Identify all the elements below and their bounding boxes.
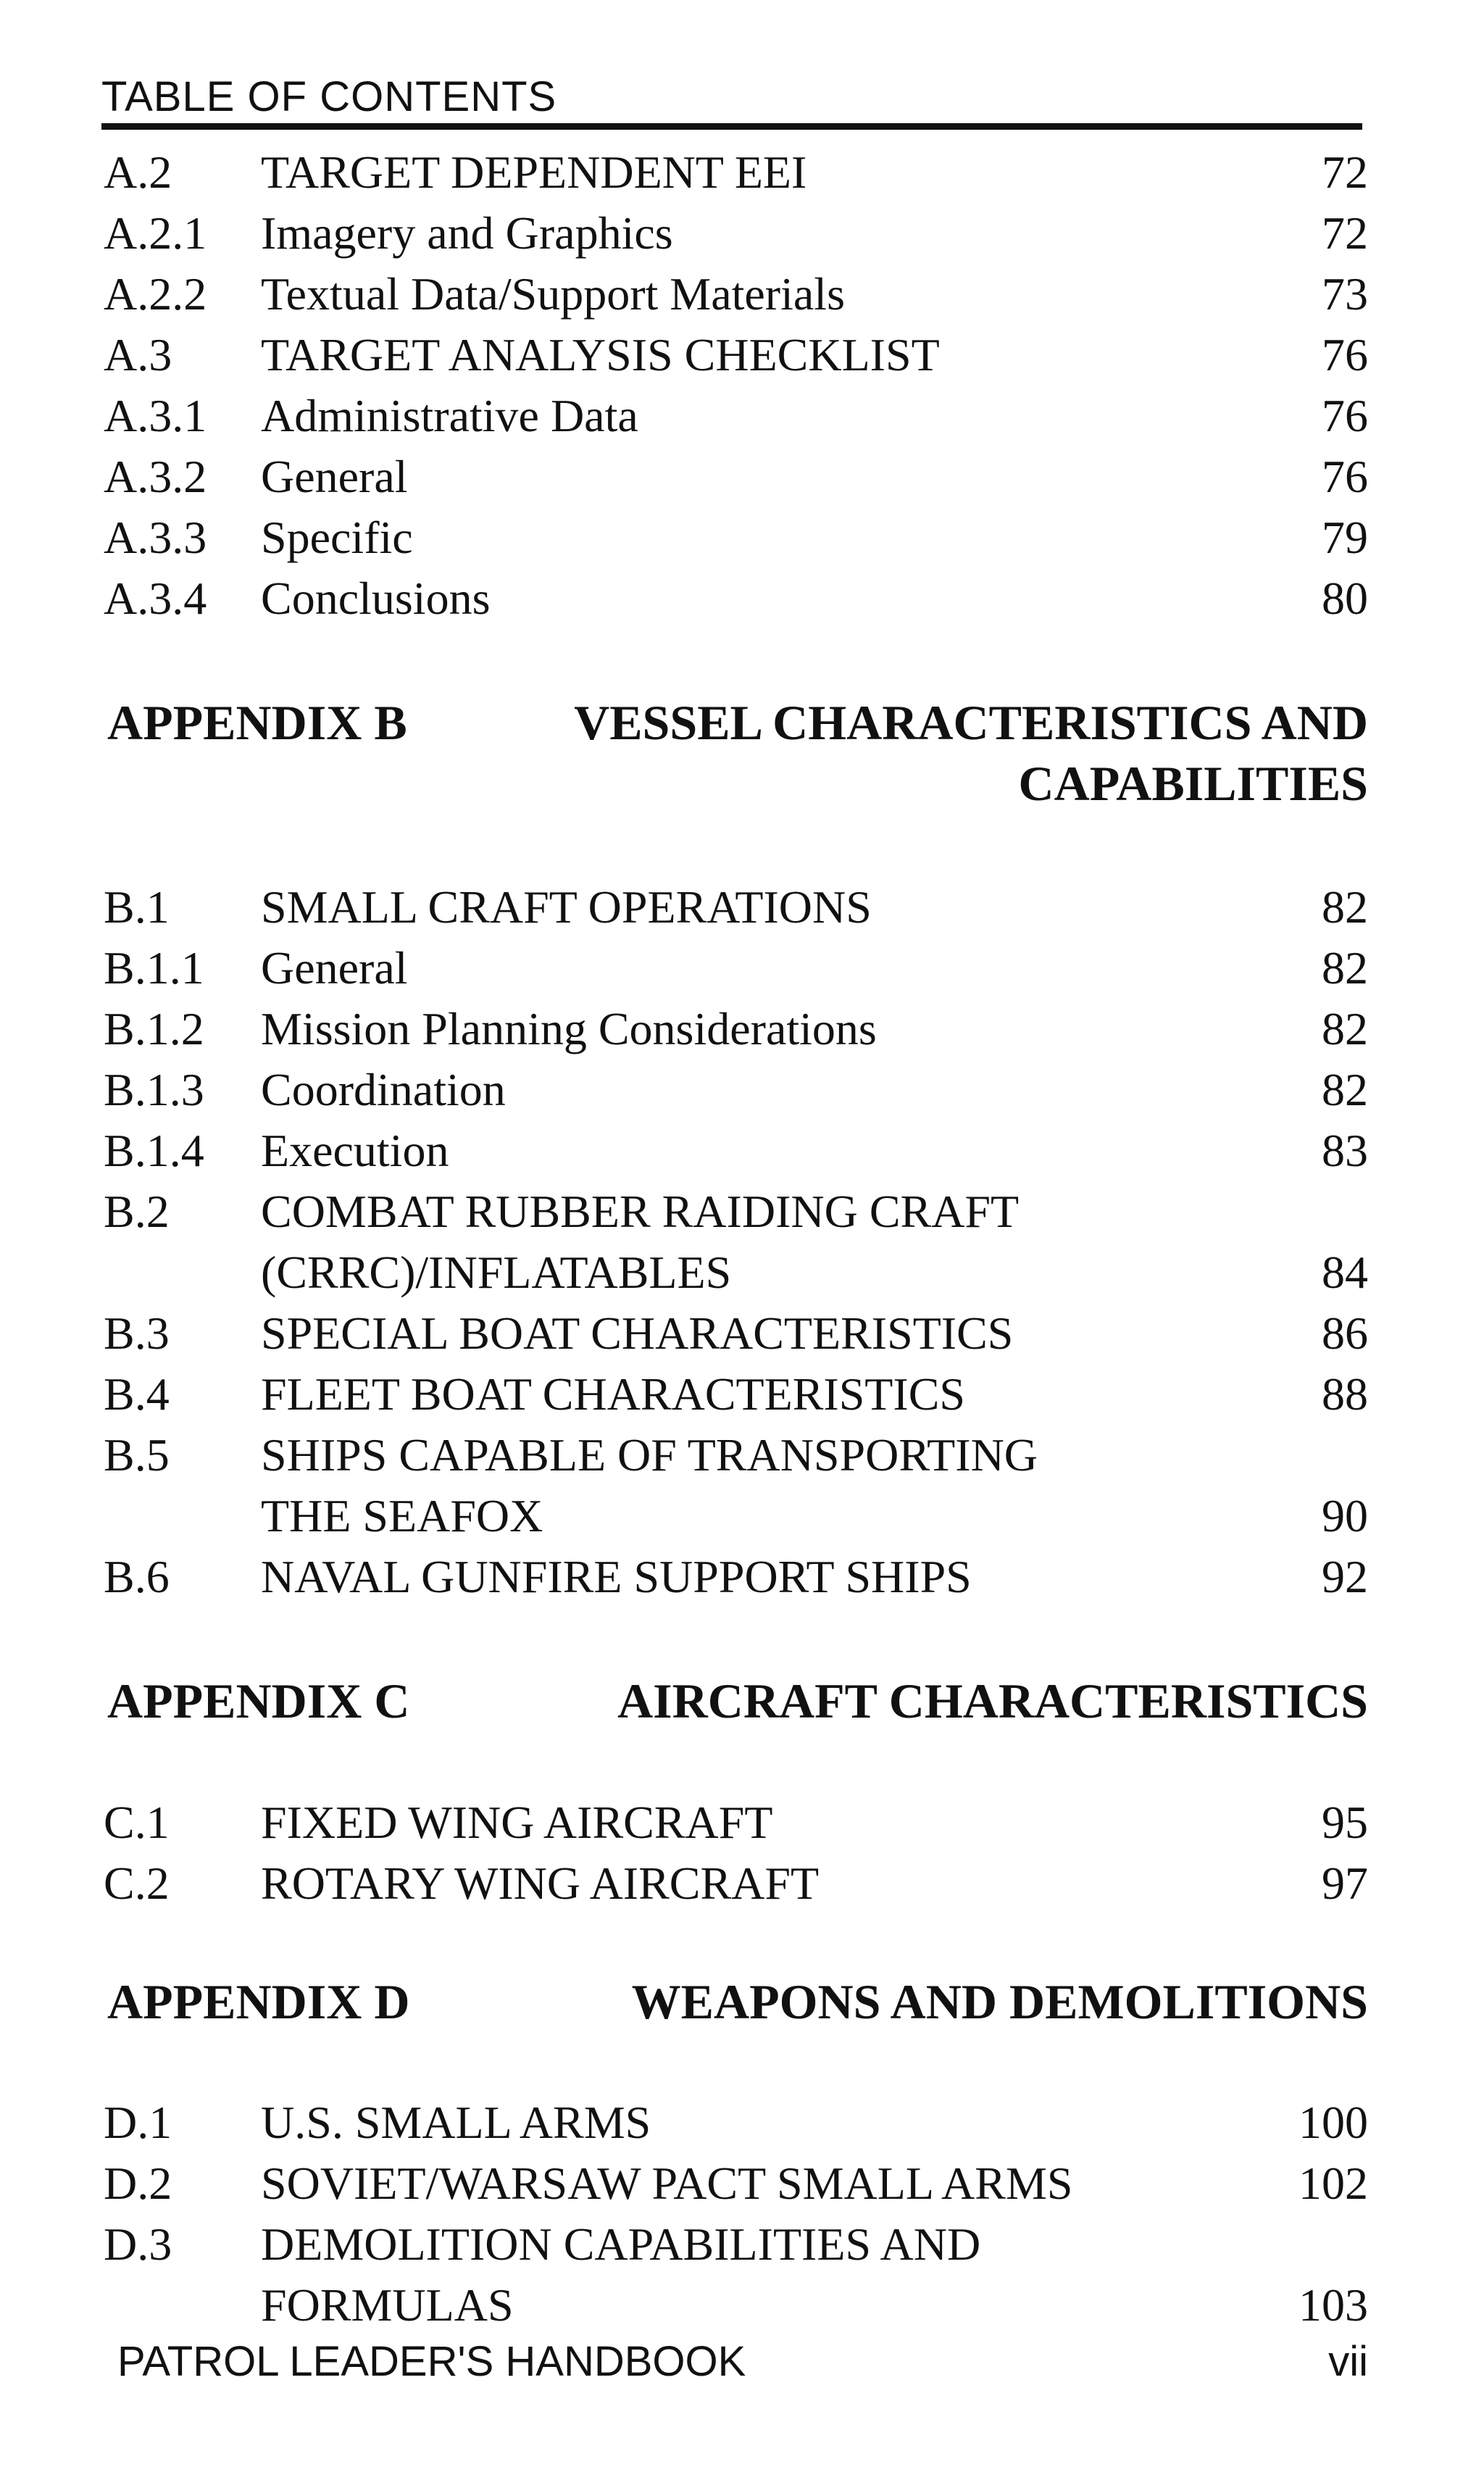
entry-page: 82: [1322, 1064, 1368, 1115]
entry-number: B.5: [104, 1429, 170, 1481]
entry-number: B.6: [104, 1551, 170, 1602]
entry-page: 80: [1322, 573, 1368, 624]
entry-number: A.3.3: [104, 512, 207, 563]
appendix-title: AIRCRAFT CHARACTERISTICS: [617, 1673, 1368, 1728]
toc-entry: [0, 938, 1484, 999]
footer-title: PATROL LEADER'S HANDBOOK: [117, 2338, 746, 2385]
toc-entry: [0, 2214, 1484, 2275]
entry-title: Coordination: [261, 1064, 506, 1115]
toc-entry-continuation: [0, 2275, 1484, 2336]
entry-page: 82: [1322, 881, 1368, 933]
entry-page: 76: [1322, 451, 1368, 502]
entry-number: B.1.1: [104, 942, 204, 994]
entry-title: SPECIAL BOAT CHARACTERISTICS: [261, 1307, 1014, 1359]
toc-entry-continuation: [0, 1242, 1484, 1303]
entry-title: FORMULAS: [261, 2279, 514, 2331]
entry-title: Imagery and Graphics: [261, 207, 673, 259]
entry-number: B.1.3: [104, 1064, 204, 1115]
toc-entry: [0, 446, 1484, 507]
toc-entry: [0, 2092, 1484, 2153]
toc-entry: [0, 2153, 1484, 2214]
entry-title: (CRRC)/INFLATABLES: [261, 1247, 732, 1298]
entry-title: U.S. SMALL ARMS: [261, 2097, 651, 2148]
entry-number: B.1.4: [104, 1125, 204, 1176]
entry-title: SHIPS CAPABLE OF TRANSPORTING: [261, 1429, 1038, 1481]
footer-page-number: vii: [1328, 2338, 1368, 2385]
entry-number: D.3: [104, 2218, 172, 2270]
entry-page: 76: [1322, 329, 1368, 380]
toc-entry: [0, 999, 1484, 1060]
entry-title: Textual Data/Support Materials: [261, 268, 845, 320]
entry-number: B.4: [104, 1368, 170, 1420]
entry-number: A.3.1: [104, 390, 207, 441]
entry-title: NAVAL GUNFIRE SUPPORT SHIPS: [261, 1551, 972, 1602]
appendix-label: APPENDIX D: [107, 1974, 410, 2029]
entry-title: General: [261, 942, 408, 994]
appendix-title: VESSEL CHARACTERISTICS AND CAPABILITIES: [574, 695, 1368, 811]
toc-entry: [0, 1120, 1484, 1181]
toc-entry: [0, 264, 1484, 325]
entry-page: 88: [1322, 1368, 1368, 1420]
entry-number: A.2.1: [104, 207, 207, 259]
entry-page: 72: [1322, 146, 1368, 198]
toc-entry-continuation: [0, 1486, 1484, 1547]
entry-page: 76: [1322, 390, 1368, 441]
entry-number: A.3.4: [104, 573, 207, 624]
entry-page: 73: [1322, 268, 1368, 320]
toc-entry: [0, 1425, 1484, 1486]
entry-title: General: [261, 451, 408, 502]
entry-page: 86: [1322, 1307, 1368, 1359]
page-header-title: TABLE OF CONTENTS: [101, 73, 557, 120]
toc-entry: [0, 507, 1484, 568]
entry-page: 72: [1322, 207, 1368, 259]
entry-page: 92: [1322, 1551, 1368, 1602]
toc-entry: [0, 1853, 1484, 1914]
entry-title: ROTARY WING AIRCRAFT: [261, 1857, 820, 1909]
entry-title: Specific: [261, 512, 413, 563]
entry-title: Conclusions: [261, 573, 491, 624]
entry-number: A.2.2: [104, 268, 207, 320]
entry-number: D.2: [104, 2157, 172, 2209]
entry-title: TARGET ANALYSIS CHECKLIST: [261, 329, 940, 380]
toc-entry: [0, 1303, 1484, 1364]
entry-title: Administrative Data: [261, 390, 638, 441]
entry-page: 97: [1322, 1857, 1368, 1909]
entry-title: TARGET DEPENDENT EEI: [261, 146, 807, 198]
entry-number: B.3: [104, 1307, 170, 1359]
toc-entry: [0, 877, 1484, 938]
toc-entry: [0, 568, 1484, 629]
toc-entry: [0, 203, 1484, 264]
entry-title: SOVIET/WARSAW PACT SMALL ARMS: [261, 2157, 1073, 2209]
appendix-label: APPENDIX B: [107, 695, 407, 750]
toc-entry: [0, 1181, 1484, 1242]
toc-entry: [0, 325, 1484, 386]
entry-number: C.1: [104, 1797, 170, 1848]
appendix-label: APPENDIX C: [107, 1673, 410, 1728]
entry-page: 84: [1322, 1247, 1368, 1298]
entry-title: DEMOLITION CAPABILITIES AND: [261, 2218, 981, 2270]
toc-entry: [0, 1792, 1484, 1853]
entry-page: 103: [1298, 2279, 1368, 2331]
toc-entry: [0, 386, 1484, 446]
entry-page: 100: [1298, 2097, 1368, 2148]
toc-entry: [0, 1364, 1484, 1425]
entry-number: D.1: [104, 2097, 172, 2148]
appendix-title: WEAPONS AND DEMOLITIONS: [631, 1974, 1368, 2029]
entry-page: 82: [1322, 942, 1368, 994]
entry-number: A.3: [104, 329, 172, 380]
toc-entry: [0, 1060, 1484, 1120]
toc-entry: [0, 1547, 1484, 1607]
entry-page: 83: [1322, 1125, 1368, 1176]
toc-entry: [0, 142, 1484, 203]
header-rule: [101, 123, 1362, 130]
entry-title: Execution: [261, 1125, 449, 1176]
entry-number: C.2: [104, 1857, 170, 1909]
entry-number: B.1: [104, 881, 170, 933]
entry-number: B.2: [104, 1186, 170, 1237]
entry-title: FIXED WING AIRCRAFT: [261, 1797, 773, 1848]
entry-title: FLEET BOAT CHARACTERISTICS: [261, 1368, 965, 1420]
entry-title: SMALL CRAFT OPERATIONS: [261, 881, 872, 933]
entry-page: 79: [1322, 512, 1368, 563]
entry-page: 102: [1298, 2157, 1368, 2209]
entry-number: A.3.2: [104, 451, 207, 502]
entry-number: A.2: [104, 146, 172, 198]
entry-page: 95: [1322, 1797, 1368, 1848]
entry-title: COMBAT RUBBER RAIDING CRAFT: [261, 1186, 1020, 1237]
entry-page: 90: [1322, 1490, 1368, 1541]
entry-title: THE SEAFOX: [261, 1490, 543, 1541]
entry-number: B.1.2: [104, 1003, 204, 1054]
entry-title: Mission Planning Considerations: [261, 1003, 877, 1054]
entry-page: 82: [1322, 1003, 1368, 1054]
